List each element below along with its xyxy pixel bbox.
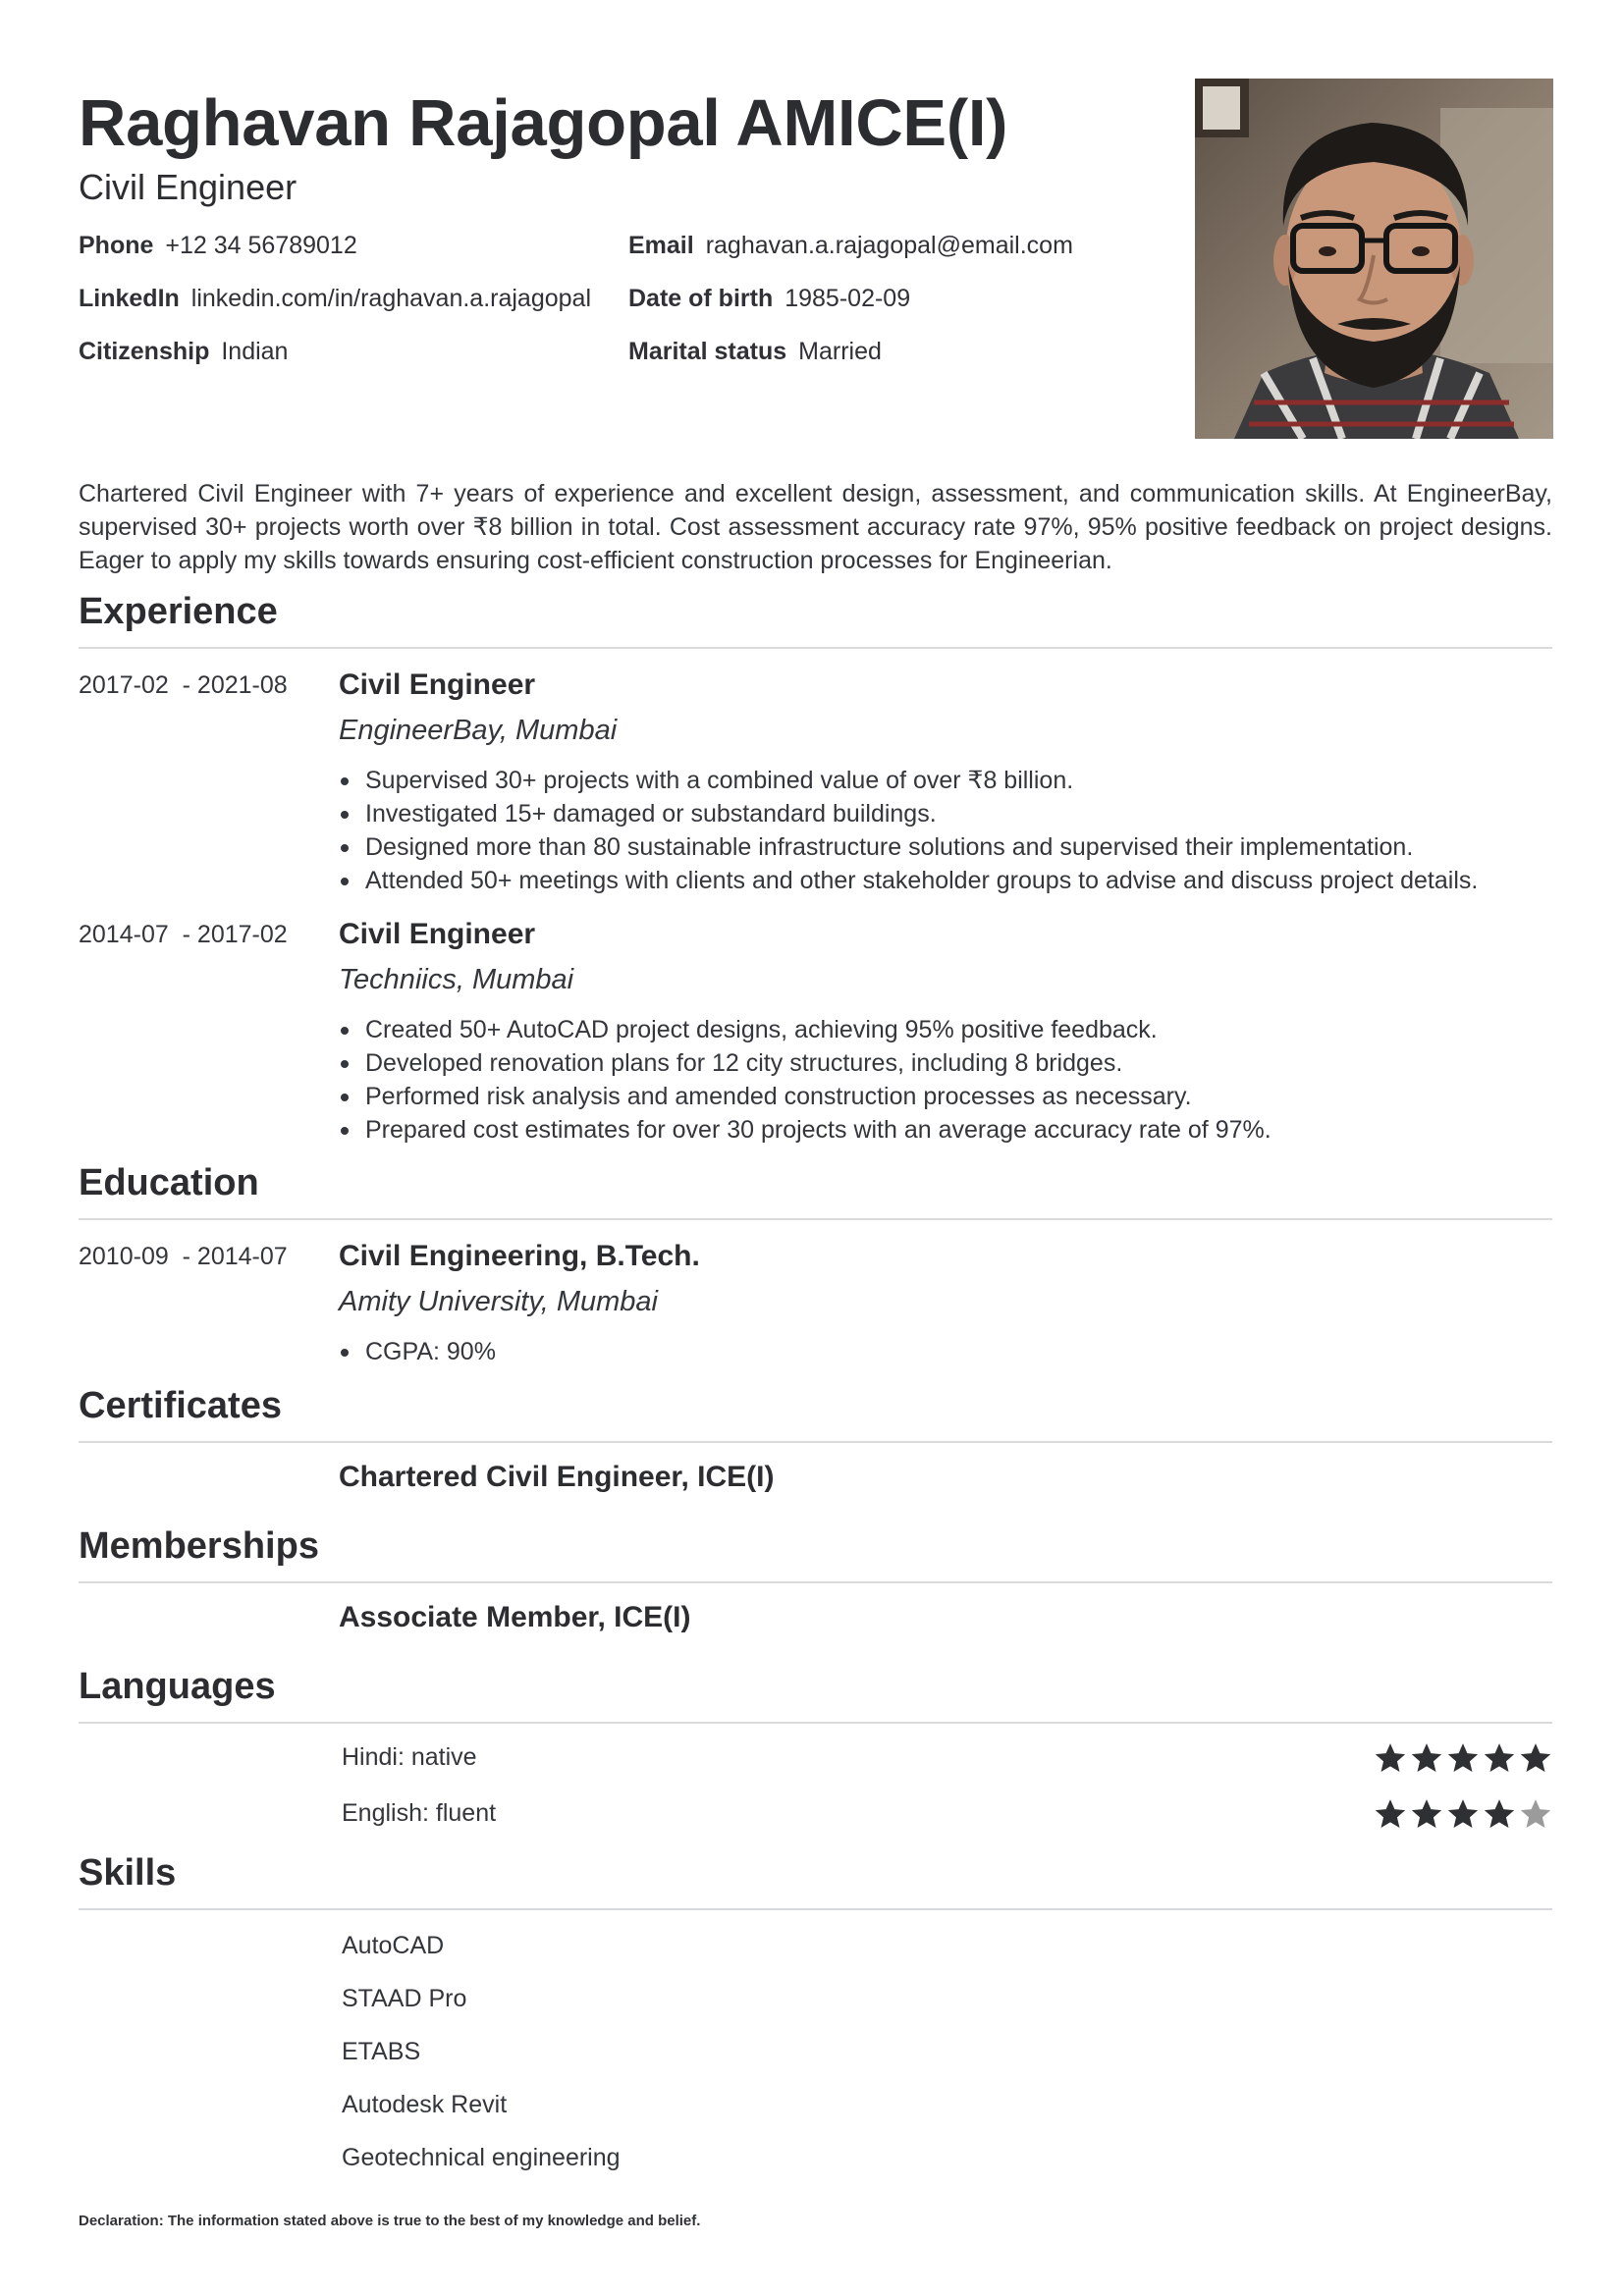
skill-item: STAAD Pro	[342, 1985, 467, 2012]
contact-value: Married	[798, 338, 882, 365]
certificate-item: Chartered Civil Engineer, ICE(I)	[339, 1461, 775, 1493]
language-rating	[1374, 1797, 1552, 1831]
star-filled-icon	[1410, 1741, 1443, 1775]
bullet-item: Attended 50+ meetings with clients and other stakeholder groups to advise and discuss project details.	[339, 864, 1478, 897]
section-heading: Certificates	[79, 1385, 282, 1426]
entry-dates: 2010-09 - 2014-07	[79, 1243, 288, 1270]
bullet-item: CGPA: 90%	[339, 1335, 496, 1368]
skills-section	[79, 1854, 1552, 1910]
section-divider	[79, 1581, 1552, 1583]
star-filled-icon	[1410, 1797, 1443, 1831]
contact-date-of-birth	[628, 285, 910, 313]
bullet-item: Performed risk analysis and amended construction processes as necessary.	[339, 1080, 1271, 1113]
contact-citizenship	[79, 338, 288, 366]
star-filled-icon	[1374, 1741, 1407, 1775]
contact-label: Phone	[79, 232, 154, 259]
star-filled-icon	[1519, 1741, 1552, 1775]
resume-page	[79, 79, 1552, 2229]
contact-value: linkedin.com/in/raghavan.a.rajagopal	[190, 285, 591, 312]
language-label: English: fluent	[342, 1799, 497, 1827]
contact-marital-status	[628, 338, 882, 366]
certificates-section	[79, 1387, 1552, 1443]
contact-email	[628, 232, 1073, 260]
section-divider	[79, 647, 1552, 649]
profile-photo	[1195, 79, 1553, 439]
language-row	[342, 1797, 1552, 1833]
language-rating	[1374, 1741, 1552, 1775]
contact-label: Marital status	[628, 338, 787, 365]
contact-value: 1985-02-09	[784, 285, 911, 312]
bullet-item: Designed more than 80 sustainable infrastructure solutions and supervised their implementation.	[339, 830, 1478, 864]
section-divider	[79, 1218, 1552, 1220]
star-filled-icon	[1374, 1797, 1407, 1831]
entry-title: Civil Engineer	[339, 668, 536, 701]
contact-value: +12 34 56789012	[165, 232, 357, 259]
star-filled-icon	[1446, 1741, 1480, 1775]
bullet-item: Created 50+ AutoCAD project designs, achieving 95% positive feedback.	[339, 1013, 1271, 1046]
entry-title: Civil Engineering, B.Tech.	[339, 1240, 700, 1272]
entry-organization: EngineerBay, Mumbai	[339, 715, 618, 746]
section-divider	[79, 1441, 1552, 1443]
portrait-illustration	[1195, 79, 1553, 439]
entry-dates: 2017-02 - 2021-08	[79, 671, 288, 699]
section-heading: Experience	[79, 591, 278, 632]
education-section	[79, 1164, 1552, 1220]
section-heading: Education	[79, 1162, 259, 1203]
star-filled-icon	[1446, 1797, 1480, 1831]
contact-label: LinkedIn	[79, 285, 180, 312]
bullet-item: Investigated 15+ damaged or substandard buildings.	[339, 797, 1478, 830]
section-heading: Languages	[79, 1666, 276, 1707]
section-heading: Skills	[79, 1852, 177, 1894]
contact-label: Citizenship	[79, 338, 210, 365]
bullet-item: Developed renovation plans for 12 city structures, including 8 bridges.	[339, 1046, 1271, 1080]
entry-organization: Techniics, Mumbai	[339, 964, 574, 995]
entry-bullets	[339, 1013, 1271, 1147]
skill-item: Geotechnical engineering	[342, 2144, 621, 2171]
entry-bullets	[339, 764, 1478, 897]
section-divider	[79, 1908, 1552, 1910]
contact-phone	[79, 232, 357, 260]
candidate-title: Civil Engineer	[79, 167, 298, 207]
skill-item: ETABS	[342, 2038, 421, 2065]
memberships-section	[79, 1527, 1552, 1583]
candidate-name: Raghavan Rajagopal AMICE(I)	[79, 86, 1008, 160]
languages-section	[79, 1668, 1552, 1724]
section-heading: Memberships	[79, 1525, 319, 1567]
section-divider	[79, 1722, 1552, 1724]
skill-item: Autodesk Revit	[342, 2091, 508, 2118]
contact-linkedin	[79, 285, 591, 313]
bullet-item: Prepared cost estimates for over 30 projects with an average accuracy rate of 97%.	[339, 1113, 1271, 1147]
star-empty-icon	[1519, 1797, 1552, 1831]
contact-label: Date of birth	[628, 285, 774, 312]
contact-label: Email	[628, 232, 694, 259]
entry-bullets	[339, 1335, 496, 1368]
star-filled-icon	[1483, 1741, 1516, 1775]
resume-header	[79, 79, 1552, 440]
contact-value: Indian	[221, 338, 289, 365]
entry-title: Civil Engineer	[339, 918, 536, 950]
language-row	[342, 1741, 1552, 1777]
skill-item: AutoCAD	[342, 1932, 445, 1959]
bullet-item: Supervised 30+ projects with a combined value of over ₹8 billion.	[339, 764, 1478, 797]
language-label: Hindi: native	[342, 1743, 477, 1771]
entry-organization: Amity University, Mumbai	[339, 1286, 658, 1317]
membership-item: Associate Member, ICE(I)	[339, 1601, 691, 1633]
experience-section	[79, 593, 1552, 649]
professional-summary: Chartered Civil Engineer with 7+ years of experience and excellent design, assessment, and communication skills. At EngineerBay, supervised 30+ projects worth over ₹8 billion in total. Cost assessment accuracy rate 97%, 95% positive feedback on project designs. Eager to apply my skills towards ensuring cost-efficient construction processes for Engineerian.	[79, 480, 1552, 574]
star-filled-icon	[1483, 1797, 1516, 1831]
declaration-note: Declaration: The information stated above is true to the best of my knowledge and belief.	[79, 2213, 701, 2229]
entry-dates: 2014-07 - 2017-02	[79, 921, 288, 948]
contact-value: raghavan.a.rajagopal@email.com	[705, 232, 1073, 259]
